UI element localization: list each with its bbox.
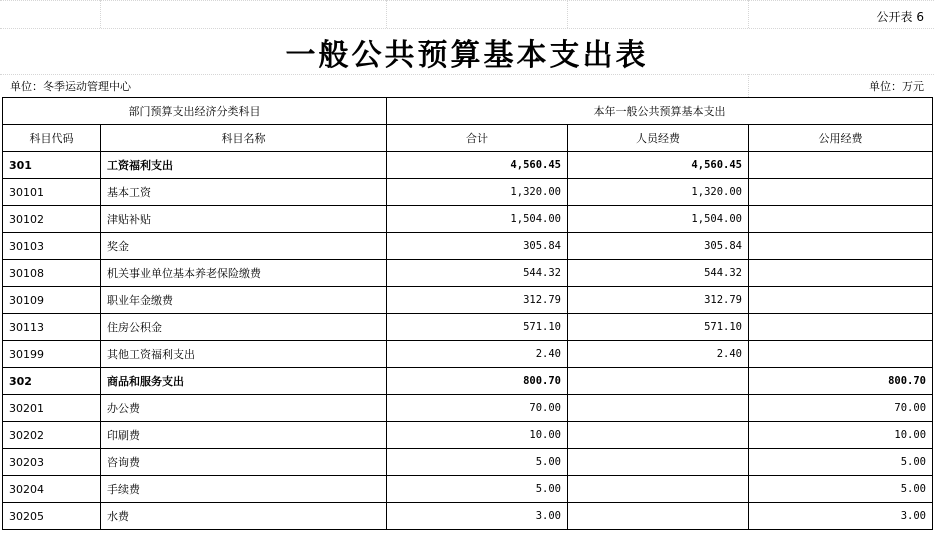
row-public: 10.00	[749, 422, 933, 449]
row-total: 3.00	[387, 503, 568, 530]
header-public: 公用经费	[749, 125, 933, 152]
table-row	[3, 476, 933, 503]
row-name: 咨询费	[101, 449, 387, 476]
table-row	[3, 395, 933, 422]
row-name: 商品和服务支出	[101, 368, 387, 395]
row-name: 住房公积金	[101, 314, 387, 341]
row-code: 302	[3, 368, 101, 395]
table-row	[3, 233, 933, 260]
row-public	[749, 287, 933, 314]
row-total: 70.00	[387, 395, 568, 422]
row-name: 工资福利支出	[101, 152, 387, 179]
row-code: 30205	[3, 503, 101, 530]
row-name: 机关事业单位基本养老保险缴费	[101, 260, 387, 287]
row-name: 水费	[101, 503, 387, 530]
row-personnel	[568, 395, 749, 422]
row-personnel	[568, 476, 749, 503]
row-public	[749, 152, 933, 179]
header-group-classification: 部门预算支出经济分类科目	[3, 98, 387, 125]
row-public: 70.00	[749, 395, 933, 422]
row-code: 30102	[3, 206, 101, 233]
row-code: 301	[3, 152, 101, 179]
table-row	[3, 287, 933, 314]
row-personnel: 2.40	[568, 341, 749, 368]
header-group-expenditure: 本年一般公共预算基本支出	[387, 98, 933, 125]
row-name: 印刷费	[101, 422, 387, 449]
row-personnel: 571.10	[568, 314, 749, 341]
row-name: 基本工资	[101, 179, 387, 206]
row-public	[749, 314, 933, 341]
table-row	[3, 314, 933, 341]
table-row	[3, 368, 933, 395]
row-personnel: 1,320.00	[568, 179, 749, 206]
row-code: 30108	[3, 260, 101, 287]
row-public	[749, 206, 933, 233]
row-total: 544.32	[387, 260, 568, 287]
row-total: 571.10	[387, 314, 568, 341]
row-code: 30109	[3, 287, 101, 314]
budget-table	[2, 97, 933, 530]
row-public	[749, 341, 933, 368]
row-code: 30199	[3, 341, 101, 368]
row-personnel	[568, 449, 749, 476]
sheet-label: 公开表 6	[876, 10, 924, 24]
row-code: 30204	[3, 476, 101, 503]
row-total: 1,504.00	[387, 206, 568, 233]
row-total: 312.79	[387, 287, 568, 314]
header-total: 合计	[387, 125, 568, 152]
row-public: 5.00	[749, 449, 933, 476]
gridline	[748, 0, 749, 28]
row-public	[749, 233, 933, 260]
gridline	[0, 0, 934, 1]
row-personnel: 4,560.45	[568, 152, 749, 179]
table-row	[3, 503, 933, 530]
row-public	[749, 260, 933, 287]
row-name: 奖金	[101, 233, 387, 260]
row-public	[749, 179, 933, 206]
gridline	[0, 28, 934, 29]
row-name: 办公费	[101, 395, 387, 422]
row-total: 2.40	[387, 341, 568, 368]
row-personnel: 312.79	[568, 287, 749, 314]
table-row	[3, 422, 933, 449]
row-name: 其他工资福利支出	[101, 341, 387, 368]
row-name: 职业年金缴费	[101, 287, 387, 314]
row-total: 10.00	[387, 422, 568, 449]
row-code: 30203	[3, 449, 101, 476]
unit-currency: 单位：万元	[869, 80, 924, 93]
gridline	[567, 0, 568, 28]
header-row-columns	[3, 125, 933, 152]
table-body	[3, 152, 933, 530]
header-name: 科目名称	[101, 125, 387, 152]
row-personnel	[568, 503, 749, 530]
row-public: 3.00	[749, 503, 933, 530]
row-total: 5.00	[387, 449, 568, 476]
row-personnel: 1,504.00	[568, 206, 749, 233]
table-row	[3, 260, 933, 287]
row-public: 800.70	[749, 368, 933, 395]
gridline	[100, 0, 101, 28]
row-personnel: 544.32	[568, 260, 749, 287]
row-total: 4,560.45	[387, 152, 568, 179]
table-row	[3, 206, 933, 233]
row-code: 30103	[3, 233, 101, 260]
row-personnel	[568, 422, 749, 449]
gridline	[386, 0, 387, 28]
row-code: 30101	[3, 179, 101, 206]
row-total: 1,320.00	[387, 179, 568, 206]
gridline	[748, 74, 749, 97]
table-row	[3, 449, 933, 476]
table-row	[3, 152, 933, 179]
row-total: 800.70	[387, 368, 568, 395]
row-public: 5.00	[749, 476, 933, 503]
row-personnel	[568, 368, 749, 395]
page-title: 一般公共预算基本支出表	[285, 38, 649, 73]
row-code: 30201	[3, 395, 101, 422]
gridline	[0, 74, 934, 75]
row-personnel: 305.84	[568, 233, 749, 260]
row-name: 手续费	[101, 476, 387, 503]
table-row	[3, 341, 933, 368]
table-row	[3, 179, 933, 206]
header-row-group	[3, 98, 933, 125]
row-name: 津贴补贴	[101, 206, 387, 233]
row-code: 30113	[3, 314, 101, 341]
unit-department: 单位：冬季运动管理中心	[10, 80, 131, 93]
header-personnel: 人员经费	[568, 125, 749, 152]
row-total: 305.84	[387, 233, 568, 260]
row-code: 30202	[3, 422, 101, 449]
row-total: 5.00	[387, 476, 568, 503]
header-code: 科目代码	[3, 125, 101, 152]
